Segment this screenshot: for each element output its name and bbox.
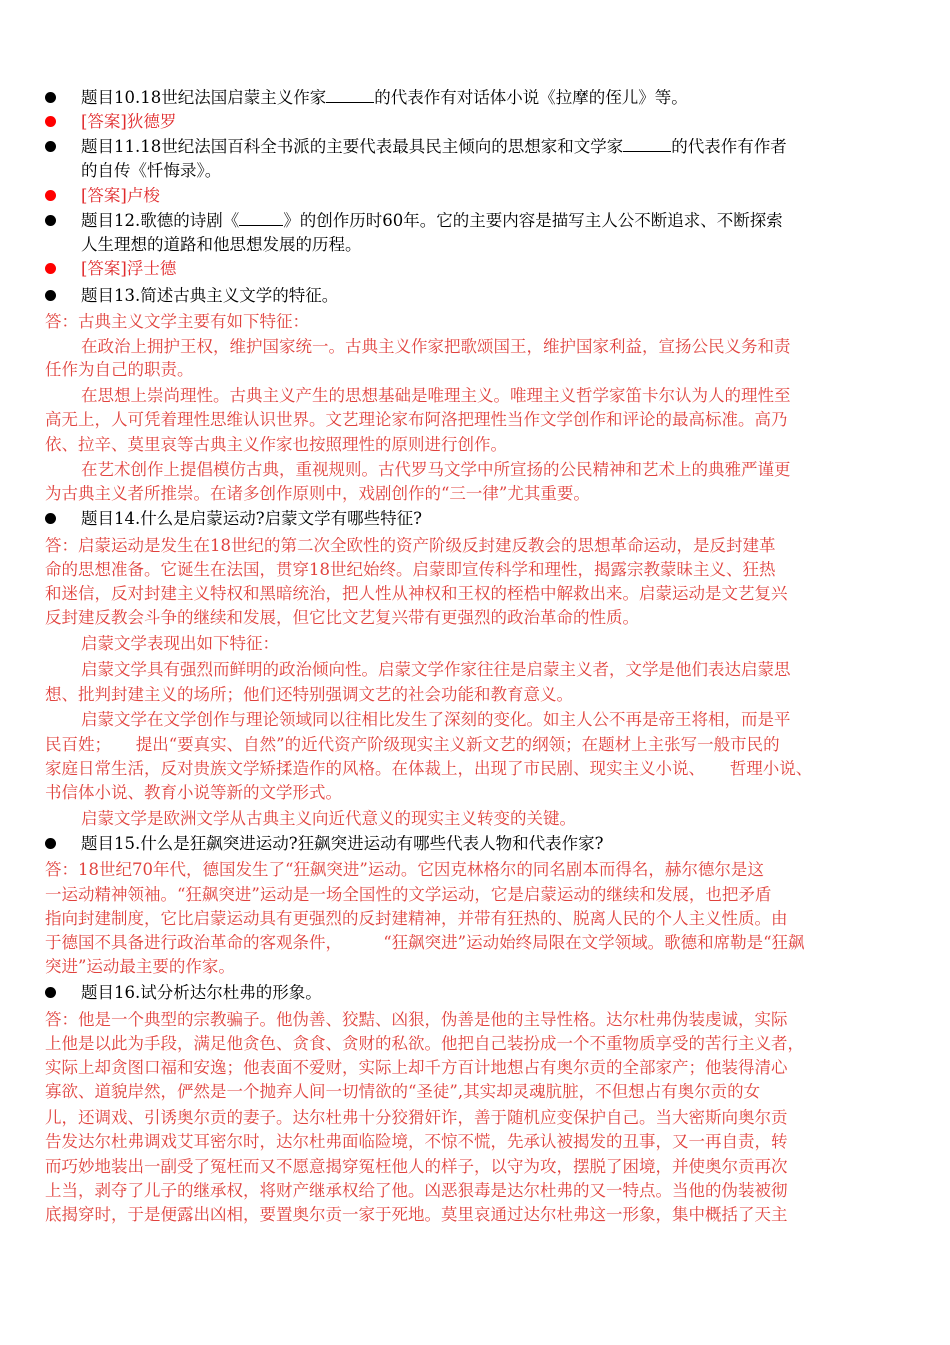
- answer-line: 书信体小说、教育小说等新的文学形式。: [45, 783, 342, 802]
- answer-line: 突进”运动最主要的作家。: [45, 957, 235, 976]
- answer-line: 启蒙文学具有强烈而鲜明的政治倾向性。启蒙文学作家往往是启蒙主义者，文学是他们表达启蒙思: [81, 660, 791, 679]
- question-text: 题目12.歌德的诗剧《: [81, 211, 240, 230]
- question-11-line2: [45, 159, 907, 183]
- bullet-icon: [45, 92, 56, 103]
- question-text: 的自传《忏悔录》。: [81, 161, 222, 180]
- answer-line: 告发达尔杜弗调戏艾耳密尔时，达尔杜弗面临险境，不惊不慌，先承认被揭发的丑事，又一再自责，转: [45, 1132, 788, 1151]
- question-14: [45, 507, 907, 531]
- question-text: 题目13.简述古典主义文学的特征。: [81, 286, 339, 305]
- answer-line: 和迷信，反对封建主义特权和黑暗统治，把人性从神权和王权的桎梏中解救出来。启蒙运动是文艺复兴: [45, 584, 788, 603]
- question-text: 题目10.18世纪法国启蒙主义作家: [81, 88, 327, 107]
- answer-line: 儿，还调戏、引诱奥尔贡的妻子。达尔杜弗十分狡猾奸诈，善于随机应变保护自己。当大密斯向奥尔贡: [45, 1108, 788, 1127]
- bullet-icon: [45, 263, 56, 274]
- bullet-icon: [45, 290, 56, 301]
- bullet-icon: [45, 838, 56, 849]
- question-12: [45, 209, 907, 233]
- question-10: [45, 86, 907, 110]
- bullet-icon: [45, 513, 56, 524]
- answer-line: 一运动精神领袖。“狂飙突进”运动是一场全国性的文学运动，它是启蒙运动的继续和发展，也把矛盾: [45, 885, 772, 904]
- answer-line: 答：启蒙运动是发生在18世纪的第二次全欧性的资产阶级反封建反教会的思想革命运动，是反封建革: [45, 536, 776, 555]
- answer-line: 寡欲、道貌岸然，俨然是一个抛弃人间一切情欲的“圣徒”,其实却灵魂肮脏，不但想占有奥尔贡的女: [45, 1082, 761, 1101]
- bullet-icon: [45, 116, 56, 127]
- answer-line: 启蒙文学是欧洲文学从古典主义向近代意义的现实主义转变的关键。: [81, 809, 576, 828]
- bullet-icon: [45, 215, 56, 226]
- question-text: 题目11.18世纪法国百科全书派的主要代表最具民主倾向的思想家和文学家: [81, 137, 624, 156]
- answer-line: 命的思想准备。它诞生在法国，贯穿18世纪始终。启蒙即宣传科学和理性，揭露宗教蒙昧主义、狂热: [45, 560, 776, 579]
- question-text: 的代表作有作者: [671, 137, 787, 156]
- answer-line: 想、批判封建主义的场所；他们还特别强调文艺的社会功能和教育意义。: [45, 685, 573, 704]
- answer-12: [45, 257, 907, 281]
- question-16: [45, 981, 907, 1005]
- answer-text: [答案]卢梭: [81, 186, 160, 205]
- answer-blank: [239, 211, 283, 226]
- question-text: 题目15.什么是狂飙突进运动?狂飙突进运动有哪些代表人物和代表作家?: [81, 834, 604, 853]
- answer-line: 实际上却贪图口福和安逸；他表面不爱财，实际上却千方百计地想占有奥尔贡的全部家产；他装得清心: [45, 1058, 788, 1077]
- answer-line: 于德国不具备进行政治革命的客观条件， “狂飙突进”运动始终局限在文学领域。歌德和席勒是“狂飙: [45, 933, 805, 952]
- bullet-icon: [45, 141, 56, 152]
- answer-line: 指向封建制度，它比启蒙运动具有更强烈的反封建精神，并带有狂热的、脱离人民的个人主义性质。由: [45, 909, 788, 928]
- question-text: 人生理想的道路和他思想发展的历程。: [81, 235, 362, 254]
- answer-11: [45, 184, 907, 208]
- bullet-icon: [45, 987, 56, 998]
- answer-10: [45, 110, 907, 134]
- question-12-line2: [45, 233, 907, 257]
- bullet-icon: [45, 190, 56, 201]
- answer-line: 上他是以此为手段，满足他贪色、贪食、贪财的私欲。他把自己装扮成一个不重物质享受的苦行主义者，: [45, 1034, 804, 1053]
- question-text: 题目14.什么是启蒙运动?启蒙文学有哪些特征?: [81, 509, 422, 528]
- question-15: [45, 832, 907, 856]
- answer-line: 高无上，人可凭着理性思维认识世界。文艺理论家布阿洛把理性当作文学创作和评论的最高标准。高乃: [45, 410, 788, 429]
- answer-line: 在艺术创作上提倡模仿古典，重视规则。古代罗马文学中所宣扬的公民精神和艺术上的典雅严谨更: [81, 460, 791, 479]
- answer-line: 答：18世纪70年代，德国发生了“狂飙突进”运动。它因克林格尔的同名剧本而得名，赫尔德尔是这: [45, 860, 764, 879]
- answer-text: [答案]狄德罗: [81, 112, 177, 131]
- answer-line: 在政治上拥护王权，维护国家统一。古典主义作家把歌颂国王，维护国家利益，宣扬公民义务和责: [81, 337, 791, 356]
- answer-line: 为古典主义者所推崇。在诸多创作原则中，戏剧创作的“三一律”尤其重要。: [45, 484, 590, 503]
- question-13: [45, 284, 907, 308]
- answer-text: [答案]浮士德: [81, 259, 177, 278]
- answer-line: 启蒙文学表现出如下特征：: [81, 634, 279, 653]
- answer-line: 家庭日常生活，反对贵族文学矫揉造作的风格。在体裁上，出现了市民剧、现实主义小说、 哲理小说、: [45, 759, 813, 778]
- question-11: [45, 135, 907, 159]
- answer-line: 民百姓； 提出“要真实、自然”的近代资产阶级现实主义新文艺的纲领；在题材上主张写一般市民的: [45, 735, 780, 754]
- answer-line: 在思想上崇尚理性。古典主义产生的思想基础是唯理主义。唯理主义哲学家笛卡尔认为人的理性至: [81, 386, 791, 405]
- question-text: 》的创作历时60年。它的主要内容是描写主人公不断追求、不断探索: [283, 211, 783, 230]
- question-text: 的代表作有对话体小说《拉摩的侄儿》等。: [374, 88, 688, 107]
- answer-line: 底揭穿时，于是便露出凶相，要置奥尔贡一家于死地。莫里哀通过达尔杜弗这一形象，集中概括了天主: [45, 1205, 788, 1224]
- answer-blank: [623, 137, 671, 152]
- answer-line: 答：他是一个典型的宗教骗子。他伪善、狡黠、凶狠，伪善是他的主导性格。达尔杜弗伪装虔诚，实际: [45, 1010, 788, 1029]
- question-text: 题目16.试分析达尔杜弗的形象。: [81, 983, 322, 1002]
- answer-blank: [326, 88, 374, 103]
- answer-line: 而巧妙地装出一副受了冤枉而又不愿意揭穿冤枉他人的样子，以守为攻，摆脱了困境，并使奥尔贡再次: [45, 1157, 788, 1176]
- answer-line: 答：古典主义文学主要有如下特征：: [45, 312, 309, 331]
- answer-line: 任作为自己的职责。: [45, 360, 194, 379]
- answer-line: 反封建反教会斗争的继续和发展，但它比文艺复兴带有更强烈的政治革命的性质。: [45, 608, 639, 627]
- answer-line: 上当，剥夺了儿子的继承权，将财产继承权给了他。凶恶狠毒是达尔杜弗的又一特点。当他的伪装被彻: [45, 1181, 788, 1200]
- answer-line: 启蒙文学在文学创作与理论领域同以往相比发生了深刻的变化。如主人公不再是帝王将相，而是平: [81, 710, 791, 729]
- answer-line: 依、拉辛、莫里哀等古典主义作家也按照理性的原则进行创作。: [45, 435, 507, 454]
